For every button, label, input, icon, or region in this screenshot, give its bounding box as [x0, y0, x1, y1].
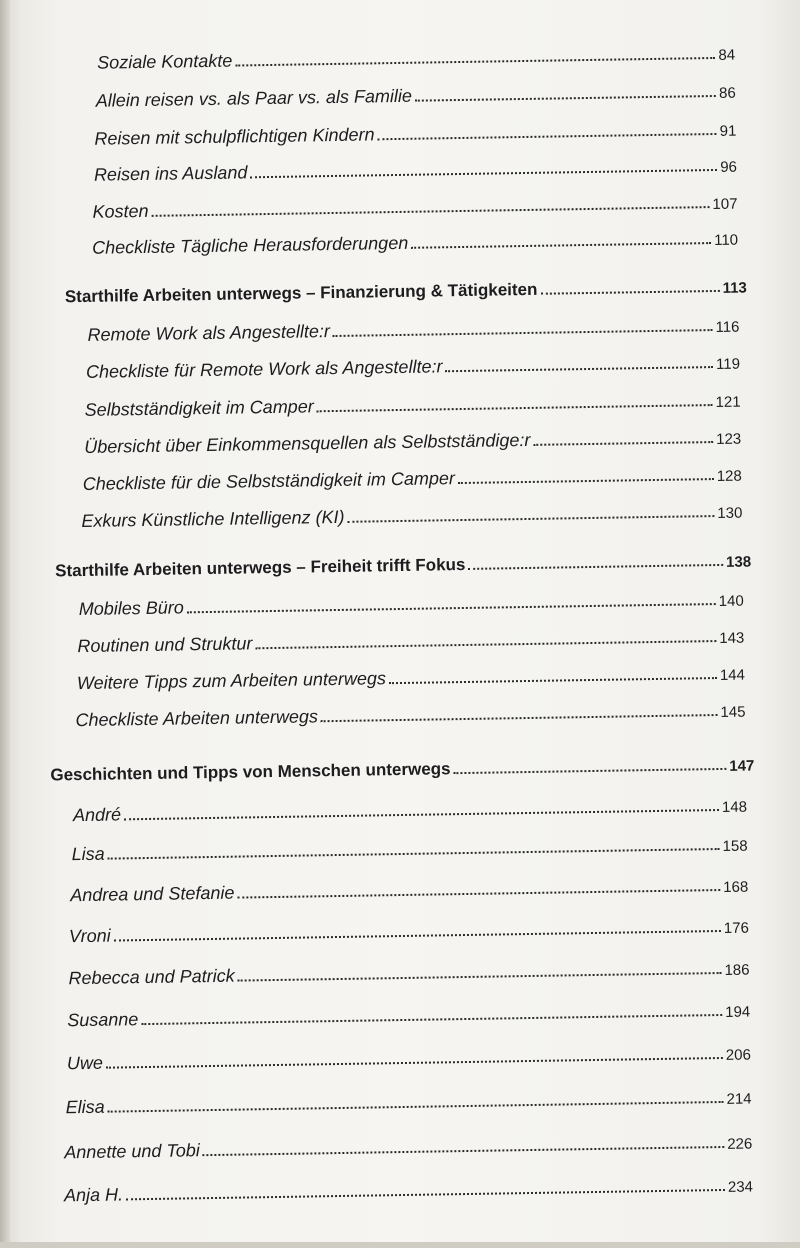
toc-entry-page: 144: [719, 666, 746, 684]
toc-entry-schulpflichtige-kinder: [94, 119, 736, 150]
toc-entry-vroni: [69, 916, 749, 948]
leader-dots: [235, 57, 715, 67]
toc-entry-page: 176: [723, 919, 750, 937]
toc-entry-page: 214: [726, 1090, 752, 1108]
toc-entry-susanne: [67, 1000, 750, 1032]
leader-dots: [187, 603, 716, 613]
toc-entry-title: Selbstständigkeit im Camper: [84, 396, 314, 420]
toc-entry-exkurs-ki: [81, 501, 742, 532]
toc-entry-page: 143: [719, 629, 745, 647]
toc-entry-title: Susanne: [67, 1009, 139, 1031]
toc-entry-mobiles-buero: [79, 589, 744, 620]
leader-dots: [256, 640, 717, 649]
toc-entry-title: Allein reisen vs. als Paar vs. als Familie: [95, 85, 413, 111]
leader-dots: [411, 242, 711, 249]
toc-entry-title: Lisa: [71, 843, 105, 865]
toc-entry-page: 140: [718, 592, 744, 610]
leader-dots: [250, 169, 717, 178]
leader-dots: [152, 206, 710, 217]
toc-section-page: 147: [729, 757, 755, 775]
toc-entry-title: Checkliste Tägliche Herausforderungen: [91, 232, 409, 258]
toc-entry-page: 186: [724, 961, 750, 979]
toc-entry-routinen: [77, 626, 744, 657]
toc-entry-title: Mobiles Büro: [78, 597, 184, 620]
leader-dots: [124, 809, 719, 820]
leader-dots: [114, 930, 721, 942]
toc-entry-page: 234: [727, 1178, 754, 1196]
toc-entry-title: Checkliste Arbeiten unterwegs: [75, 706, 319, 731]
toc-entry-page: 116: [715, 318, 740, 337]
leader-dots: [238, 972, 722, 982]
toc-entry-page: 226: [727, 1135, 753, 1153]
toc-entry-lisa: [71, 834, 747, 866]
toc-section-title: Starthilfe Arbeiten unterwegs – Finanzierung & Tätigkeiten: [64, 279, 538, 307]
toc-entry-andre: [73, 795, 747, 827]
toc-section-title: Starthilfe Arbeiten unterwegs – Freiheit trifft Fokus: [55, 554, 466, 581]
toc-entry-page: 123: [716, 430, 742, 449]
leader-dots: [348, 515, 715, 523]
toc-entry-page: 121: [715, 393, 741, 412]
toc-entry-title: Exkurs Künstliche Intelligenz (KI): [81, 506, 345, 531]
toc-entry-allein-reisen: [96, 81, 736, 112]
toc-entry-page: 158: [722, 837, 748, 855]
leader-dots: [317, 404, 713, 412]
toc-entry-elisa: [65, 1087, 751, 1119]
toc-entry-remote-work: [87, 315, 739, 346]
toc-entry-page: 194: [725, 1003, 751, 1021]
toc-section-geschichten: [50, 754, 754, 785]
toc-entry-title: Uwe: [66, 1052, 104, 1074]
toc-entry-checkliste-remote-work: [86, 352, 740, 383]
toc-entry-title: Elisa: [65, 1096, 105, 1118]
toc-entry-einkommensquellen: [84, 427, 741, 458]
leader-dots: [458, 478, 714, 484]
toc-entry-title: Routinen und Struktur: [77, 633, 253, 657]
toc-entry-title: Übersicht über Einkommensquellen als Selbstständige:r: [84, 429, 531, 457]
toc-entry-page: 128: [716, 467, 742, 486]
leader-dots: [533, 441, 713, 446]
leader-dots: [454, 768, 727, 774]
leader-dots: [108, 1101, 724, 1113]
toc-entry-soziale-kontakte: [97, 43, 735, 74]
toc-entry-uwe: [67, 1043, 751, 1075]
toc-entry-title: Reisen ins Ausland: [93, 162, 248, 185]
toc-entry-page: 130: [717, 504, 743, 523]
leader-dots: [389, 677, 717, 684]
toc-entry-checkliste-arbeiten: [75, 700, 745, 732]
toc-section-title: Geschichten und Tipps von Menschen unterwegs: [50, 759, 451, 785]
toc-entry-title: Kosten: [92, 200, 149, 222]
toc-entry-page: 148: [721, 798, 748, 816]
toc-entry-annette-tobi: [64, 1132, 752, 1164]
toc-section-freiheit-fokus: [55, 550, 751, 581]
leader-dots: [446, 366, 714, 372]
leader-dots: [540, 290, 719, 295]
toc-entry-page: 168: [723, 878, 749, 896]
toc-entry-page: 96: [720, 158, 738, 176]
leader-dots: [415, 95, 716, 102]
toc-entry-page: 91: [719, 122, 737, 140]
toc-section-page: 113: [722, 279, 747, 297]
toc-section-page: 138: [725, 553, 752, 571]
toc-entry-page: 145: [720, 703, 746, 721]
toc-entry-title: Reisen mit schulpflichtigen Kindern: [94, 124, 375, 149]
toc-entry-title: Andrea und Stefanie: [70, 882, 235, 906]
toc-entry-title: André: [72, 804, 122, 826]
toc-entry-rebecca-patrick: [68, 958, 749, 990]
toc-entry-title: Remote Work als Angestellte:r: [87, 321, 331, 345]
leader-dots: [468, 564, 723, 570]
toc-entry-title: Checkliste für die Selbstständigkeit im Camper: [82, 468, 456, 494]
toc-entry-page: 107: [712, 195, 738, 214]
toc-entry-title: Weitere Tipps zum Arbeiten unterwegs: [76, 668, 387, 694]
toc-entry-checkliste-herausforderungen: [92, 228, 738, 259]
leader-dots: [333, 329, 713, 337]
toc-entry-andrea-stefanie: [70, 875, 748, 907]
toc-entry-page: 119: [715, 355, 741, 374]
leader-dots: [106, 1057, 723, 1069]
toc-entry-anja-h: [64, 1175, 753, 1207]
toc-entry-title: Checkliste für Remote Work als Angestellte:r: [85, 356, 443, 382]
toc-entry-reisen-ausland: [94, 155, 737, 186]
leader-dots: [203, 1146, 724, 1156]
leader-dots: [237, 889, 720, 899]
leader-dots: [108, 848, 720, 860]
toc-entry-title: Anja H.: [63, 1184, 124, 1206]
toc-entry-title: Rebecca und Patrick: [68, 965, 235, 989]
leader-dots: [141, 1014, 722, 1025]
toc-entry-title: Soziale Kontakte: [97, 50, 233, 73]
toc-entry-title: Annette und Tobi: [64, 1140, 200, 1163]
toc-entry-page: 110: [714, 231, 739, 250]
toc-entry-page: 206: [725, 1046, 752, 1064]
toc-entry-title: Vroni: [68, 925, 111, 947]
toc-entry-kosten: [92, 192, 737, 223]
toc-entry-checkliste-selbststaendigkeit: [83, 464, 742, 495]
toc-entry-page: 86: [718, 84, 736, 102]
toc-entry-selbststaendigkeit: [85, 390, 741, 421]
toc-entry-page: 84: [718, 46, 736, 64]
leader-dots: [378, 133, 717, 140]
leader-dots: [126, 1189, 725, 1200]
toc-section-finanzierung: [65, 277, 747, 308]
leader-dots: [321, 714, 717, 722]
toc-entry-weitere-tipps: [77, 663, 745, 694]
